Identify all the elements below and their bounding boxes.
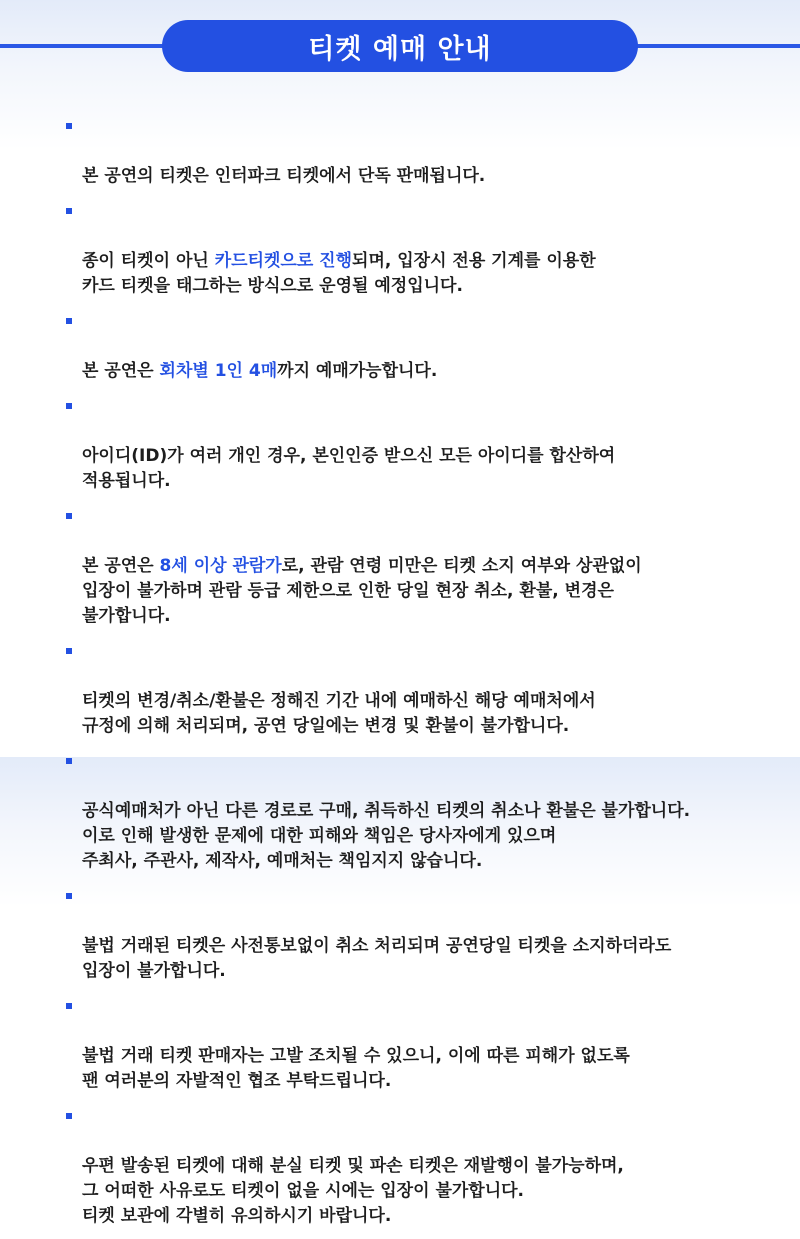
- notice-text: 우편 발송된 티켓에 대해 분실 티켓 및 파손 티켓은 재발행이 불가능하며, 그 어떠한 사유로도 티켓이 없을 시에는 입장이 불가합니다. 티켓 보관에 각별히 유의하시기 바랍니다.: [82, 1156, 624, 1226]
- bullet-square-icon: [66, 513, 72, 519]
- notice-text: 티켓의 변경/취소/환불은 정해진 기간 내에 예매하신 해당 예매처에서 규정에 의해 처리되며, 공연 당일에는 변경 및 환불이 불가합니다.: [82, 691, 596, 736]
- notice-item-multiple-ids: [66, 394, 766, 494]
- bullet-square-icon: [66, 318, 72, 324]
- notice-text: 불법 거래된 티켓은 사전통보없이 취소 처리되며 공연당일 티켓을 소지하더라도 입장이 불가합니다.: [82, 936, 672, 981]
- notice-text: 본 공연의 티켓은 인터파크 티켓에서 단독 판매됩니다.: [82, 166, 486, 186]
- notice-text: 불법 거래 티켓 판매자는 고발 조치될 수 있으니, 이에 따른 피해가 없도록 팬 여러분의 자발적인 협조 부탁드립니다.: [82, 1046, 630, 1091]
- bullet-square-icon: [66, 648, 72, 654]
- notice-highlight: 회차별 1인 4매: [159, 361, 278, 381]
- notice-text: 공식예매처가 아닌 다른 경로로 구매, 취득하신 티켓의 취소나 환불은 불가합니다. 이로 인해 발생한 문제에 대한 피해와 책임은 당사자에게 있으며 주최사, 주관사, 제작사, 예매처는 책임지지 않습니다.: [82, 801, 691, 871]
- notice-item-age-rating: [66, 504, 766, 629]
- notice-text: 로, 관람 연령 미만은 티켓 소지 여부와 상관없이 입장이 불가하며 관람 등급 제한으로 인한 당일 현장 취소, 환불, 변경은 불가합니다.: [82, 556, 642, 626]
- notice-item-sales-channel: [66, 114, 766, 189]
- bullet-square-icon: [66, 758, 72, 764]
- notice-item-illegal-trade: [66, 884, 766, 984]
- notice-text: 되며, 입장시 전용 기계를 이용한 카드 티켓을 태그하는 방식으로 운영될 예정입니다.: [82, 251, 596, 296]
- header-banner: [162, 20, 638, 72]
- notice-highlight: 8세 이상 관람가: [159, 556, 282, 576]
- notice-text: 까지 예매가능합니다.: [277, 361, 438, 381]
- notice-item-mailed-ticket: [66, 1104, 766, 1229]
- notice-text: 본 공연은: [82, 361, 160, 381]
- bullet-square-icon: [66, 1003, 72, 1009]
- notice-highlight: 카드티켓으로 진행: [214, 251, 353, 271]
- notice-text: 아이디(ID)가 여러 개인 경우, 본인인증 받으신 모든 아이디를 합산하여 적용됩니다.: [82, 446, 616, 491]
- notice-text: 종이 티켓이 아닌: [82, 251, 215, 271]
- bullet-square-icon: [66, 403, 72, 409]
- notice-text: 본 공연은: [82, 556, 160, 576]
- notice-item-illegal-seller: [66, 994, 766, 1094]
- notice-item-unofficial-purchase: [66, 749, 766, 874]
- page-title: 티켓 예매 안내: [308, 33, 492, 65]
- notice-item-purchase-limit: [66, 309, 766, 384]
- bullet-square-icon: [66, 1113, 72, 1119]
- bullet-square-icon: [66, 208, 72, 214]
- notice-item-card-ticket: [66, 199, 766, 299]
- notice-list: [66, 114, 766, 1239]
- notice-item-change-cancel-refund: [66, 639, 766, 739]
- bullet-square-icon: [66, 893, 72, 899]
- bullet-square-icon: [66, 123, 72, 129]
